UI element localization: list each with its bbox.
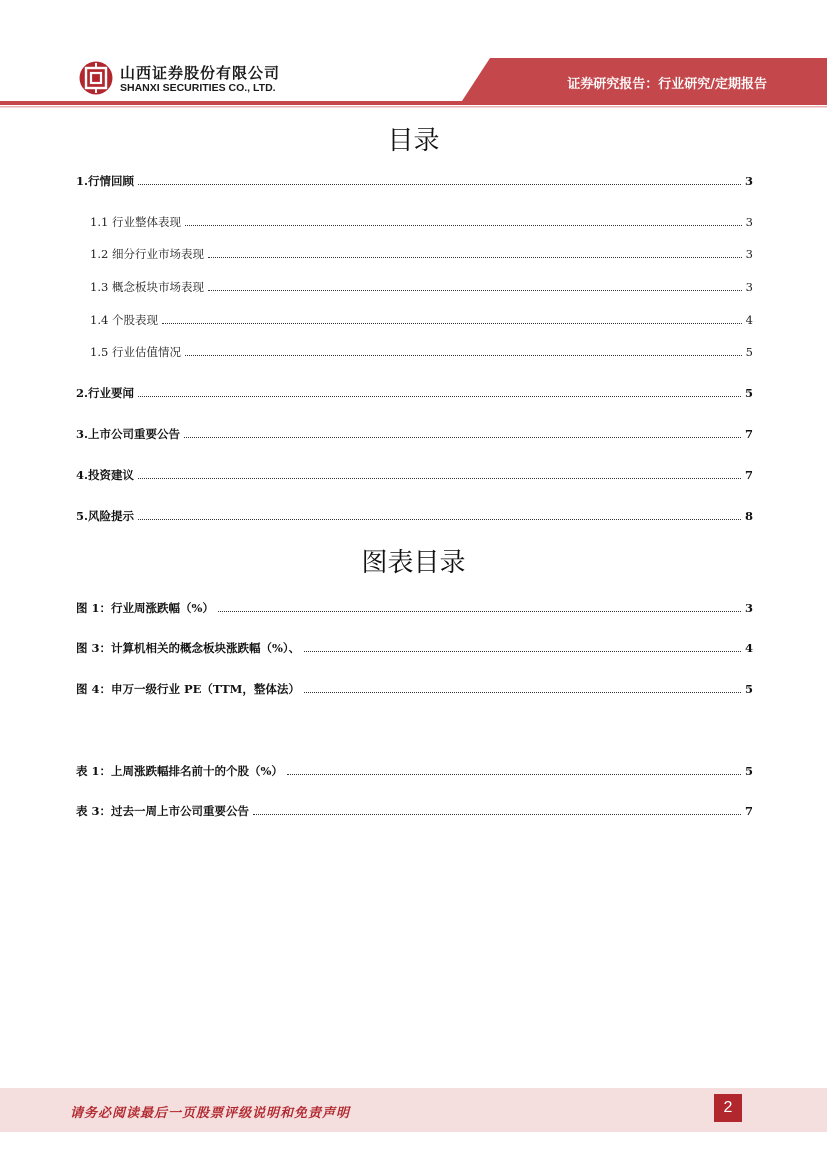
toc-entry-page: 3 bbox=[744, 174, 753, 188]
toc-entry[interactable] bbox=[90, 279, 753, 295]
leader-dots bbox=[138, 184, 741, 185]
toc-entry-label: 1.4 个股表现 bbox=[90, 313, 158, 327]
leader-dots bbox=[304, 651, 741, 652]
toc-entry-label: 4.投资建议 bbox=[76, 468, 135, 482]
table-entry-label: 表 1：上周涨跌幅排名前十的个股（%） bbox=[76, 764, 283, 778]
table-entry-label: 表 3：过去一周上市公司重要公告 bbox=[76, 804, 250, 818]
leader-dots bbox=[138, 396, 741, 397]
page-header bbox=[0, 0, 827, 112]
toc-entry-label: 1.2 细分行业市场表现 bbox=[90, 247, 204, 261]
toc-entry[interactable] bbox=[76, 173, 753, 189]
toc-title: 目录 bbox=[387, 126, 440, 156]
toc-entry-label: 5.风险提示 bbox=[76, 509, 135, 523]
toc-entry-label: 2.行业要闻 bbox=[76, 386, 135, 400]
toc-entry[interactable] bbox=[90, 344, 753, 360]
toc-entry-label: 1.3 概念板块市场表现 bbox=[90, 280, 204, 294]
leader-dots bbox=[185, 225, 742, 226]
company-logo-icon bbox=[78, 60, 114, 96]
leader-dots bbox=[218, 611, 741, 612]
figures-title: 图表目录 bbox=[361, 548, 466, 578]
disclaimer-note: 请务必阅读最后一页股票评级说明和免责声明 bbox=[70, 1106, 351, 1121]
toc-entry[interactable] bbox=[76, 426, 753, 442]
toc-entry-page: 4 bbox=[745, 313, 753, 327]
figure-entry-label: 图 1：行业周涨跌幅（%） bbox=[76, 601, 214, 615]
toc-entry-page: 3 bbox=[745, 280, 753, 294]
toc-entry-page: 3 bbox=[745, 215, 753, 229]
leader-dots bbox=[184, 437, 741, 438]
leader-dots bbox=[185, 355, 742, 356]
figure-entry[interactable] bbox=[76, 600, 753, 616]
leader-dots bbox=[208, 257, 742, 258]
figure-entry-page: 3 bbox=[744, 601, 753, 615]
toc-entry-label: 1.5 行业估值情况 bbox=[90, 345, 181, 359]
figure-entry-page: 5 bbox=[744, 682, 753, 696]
report-type: 证券研究报告：行业研究/定期报告 bbox=[567, 77, 767, 92]
leader-dots bbox=[287, 774, 741, 775]
toc-entry[interactable] bbox=[90, 246, 753, 262]
company-logo bbox=[78, 60, 318, 100]
leader-dots bbox=[162, 323, 742, 324]
leader-dots bbox=[138, 478, 741, 479]
table-entry[interactable] bbox=[76, 763, 753, 779]
leader-dots bbox=[138, 519, 741, 520]
table-entry[interactable] bbox=[76, 803, 753, 819]
toc-entry-page: 3 bbox=[745, 247, 753, 261]
page-number: 2 bbox=[714, 1094, 742, 1122]
toc-entry-label: 1.行情回顾 bbox=[76, 174, 135, 188]
toc-entry-page: 7 bbox=[744, 427, 753, 441]
toc-entry-page: 5 bbox=[745, 345, 753, 359]
figure-entry-page: 4 bbox=[744, 641, 753, 655]
leader-dots bbox=[208, 290, 742, 291]
toc-entry[interactable] bbox=[76, 508, 753, 524]
toc-entry-label: 3.上市公司重要公告 bbox=[76, 427, 181, 441]
toc-entry-label: 1.1 行业整体表现 bbox=[90, 215, 181, 229]
toc-entry[interactable] bbox=[90, 312, 753, 328]
figure-entry-label: 图 4：申万一级行业 PE（TTM，整体法） bbox=[76, 682, 300, 696]
figure-entry[interactable] bbox=[76, 681, 753, 697]
toc-entry[interactable] bbox=[76, 467, 753, 483]
toc-entry-page: 8 bbox=[744, 509, 753, 523]
toc-entry[interactable] bbox=[90, 214, 753, 230]
leader-dots bbox=[253, 814, 741, 815]
company-name-en: SHANXI SECURITIES CO., LTD. bbox=[120, 82, 276, 94]
figure-entry-label: 图 3：计算机相关的概念板块涨跌幅（%）、 bbox=[76, 641, 301, 655]
table-entry-page: 5 bbox=[744, 764, 753, 778]
table-entry-page: 7 bbox=[744, 804, 753, 818]
company-name-cn: 山西证券股份有限公司 bbox=[120, 64, 281, 82]
toc-entry-page: 7 bbox=[744, 468, 753, 482]
toc-entry-page: 5 bbox=[744, 386, 753, 400]
figure-entry[interactable] bbox=[76, 640, 753, 656]
page-footer bbox=[0, 1088, 827, 1132]
leader-dots bbox=[304, 692, 741, 693]
toc-entry[interactable] bbox=[76, 385, 753, 401]
